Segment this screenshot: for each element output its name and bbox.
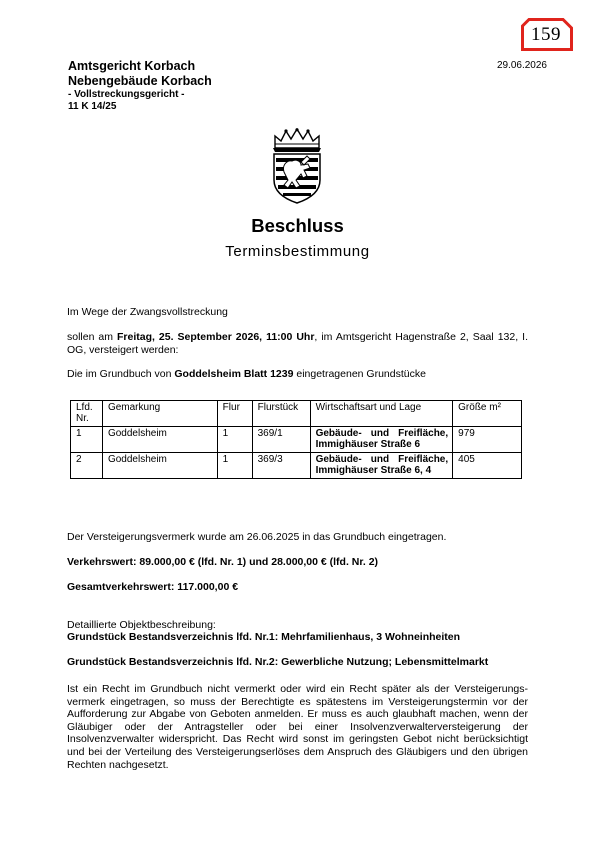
property-table [70,400,522,479]
legal-notice-paragraph: Ist ein Recht im Grundbuch nicht vermerkt oder wird ein Recht später als der Versteigerungs-vermerk eingetragen, so muss der Berechtigte es spätestens im Versteigerungstermin vor der Aufforderung zur Abgabe von Geboten anmelden. Er muss es auch glaubhaft machen, wenn der Gläubiger oder der Antragsteller oder bei einer Insolvenzverwalterversteigerung der Insolvenzverwalter widerspricht. Das Recht wird sonst im geringsten Gebot nicht berücksichtigt und bei der Verteilung des Versteigerungserlöses dem Anspruch des Gläubigers und den übrigen Rechten nachgesetzt. [67,683,528,771]
market-value-text: Verkehrswert: 89.000,00 € (lfd. Nr. 1) und 28.000,00 € (lfd. Nr. 2) [67,556,379,568]
coat-of-arms-icon [270,128,324,209]
court-building: Nebengebäude Korbach [68,74,212,88]
document-title: Beschluss [251,215,344,236]
table-cell: 405 [453,453,522,479]
auction-location: , im Amtsgericht Hagenstraße 2, Saal 132, I. OG, versteigert werden: [67,331,528,356]
page-number: 159 [531,24,561,45]
table-row [71,427,522,453]
table-cell: Gebäude- und Freifläche, Immighäuser Straße 6, 4 [310,453,453,479]
column-header: Größe m² [453,401,522,427]
object-description-1: Grundstück Bestandsverzeichnis lfd. Nr.1: Mehrfamilienhaus, 3 Wohneinheiten [67,631,461,643]
table-cell: 1 [217,427,252,453]
register-name: Goddelsheim Blatt 1239 [174,368,294,380]
case-number: 11 K 14/25 [68,100,117,112]
total-market-value-text: Gesamtverkehrswert: 117.000,00 € [67,581,239,593]
auction-date-time: Freitag, 25. September 2026, 11:00 Uhr [117,331,315,343]
land-register-paragraph [67,368,528,381]
court-header [68,59,212,112]
page-number-tab [521,18,573,51]
table-cell: 369/3 [252,453,310,479]
column-header: Wirtschaftsart und Lage [310,401,453,427]
object-description-2: Grundstück Bestandsverzeichnis lfd. Nr.2: Gewerbliche Nutzung; Lebensmittelmarkt [67,656,489,668]
table-cell: Goddelsheim [102,453,217,479]
column-header: Gemarkung [102,401,217,427]
table-header-row [71,401,522,427]
column-header: Flur [217,401,252,427]
column-header: Lfd. Nr. [71,401,103,427]
table-cell: 369/1 [252,427,310,453]
document-subtitle: Terminsbestimmung [225,243,370,260]
court-department: - Vollstreckungsgericht - [68,89,185,100]
table-cell: 1 [217,453,252,479]
register-suffix: eingetragenen Grundstücke [293,368,426,380]
table-cell: Goddelsheim [102,427,217,453]
document-date: 29.06.2026 [496,60,547,71]
table-row [71,453,522,479]
column-header: Flurstück [252,401,310,427]
auction-date-paragraph [67,331,528,356]
court-name: Amtsgericht Korbach [68,59,196,73]
table-cell: 1 [71,427,103,453]
object-description-heading: Detaillierte Objektbeschreibung: [67,619,216,631]
table-cell: Gebäude- und Freifläche, Immighäuser Straße 6 [310,427,453,453]
register-prefix: Die im Grundbuch von [67,368,175,380]
intro-text: Im Wege der Zwangsvollstreckung [67,306,228,318]
table-cell: 2 [71,453,103,479]
table-cell: 979 [453,427,522,453]
auction-note-text: Der Versteigerungsvermerk wurde am 26.06.2025 in das Grundbuch eingetragen. [67,531,447,543]
auction-prefix: sollen am [67,331,118,343]
